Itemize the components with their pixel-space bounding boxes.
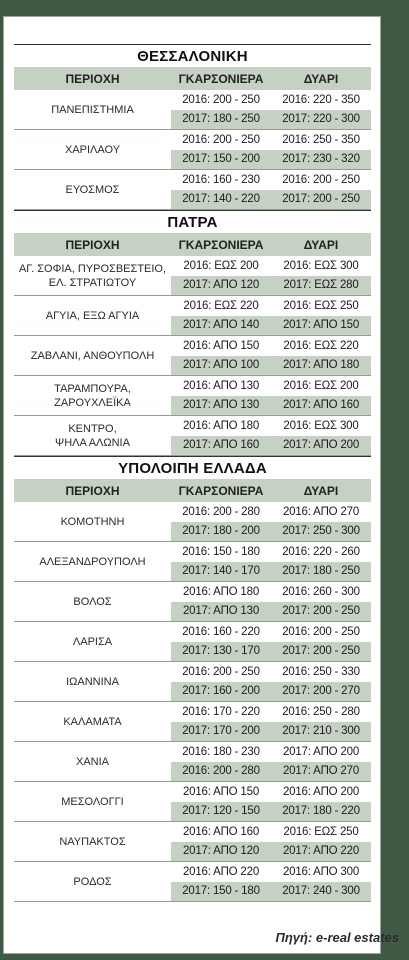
values-2016 xyxy=(171,862,371,882)
two-room-2017: 2017: ΕΩΣ 280 xyxy=(283,279,359,292)
table-row xyxy=(14,582,371,622)
studio-2016: 2016: ΑΠΟ 160 xyxy=(182,825,260,838)
column-header-row xyxy=(14,479,371,502)
two-room-2016: 2016: ΕΩΣ 300 xyxy=(283,259,359,272)
two-room-2016: 2016: 250 - 280 xyxy=(282,705,360,718)
studio-2016: 2016: ΑΠΟ 130 xyxy=(182,379,260,392)
two-room-2016: 2017: ΑΠΟ 200 xyxy=(282,745,360,758)
two-room-2016: 2016: 200 - 250 xyxy=(282,625,360,638)
values-2016 xyxy=(171,782,371,802)
values-2016 xyxy=(171,702,371,722)
table-row xyxy=(14,376,371,416)
two-room-2017: 2017: ΑΠΟ 160 xyxy=(282,399,360,412)
two-room-2017: 2017: 180 - 220 xyxy=(282,805,360,818)
section-thessaloniki xyxy=(14,44,371,210)
values-2017 xyxy=(171,276,371,296)
values-2017 xyxy=(171,522,371,542)
table-row xyxy=(14,90,371,130)
rent-table xyxy=(14,44,371,902)
two-room-2017: 2017: ΑΠΟ 200 xyxy=(282,439,360,452)
values-2016 xyxy=(171,170,371,190)
column-header-two-room: ΔΥΑΡΙ xyxy=(303,237,339,252)
values-2016 xyxy=(171,416,371,436)
studio-2017: 2017: ΑΠΟ 120 xyxy=(182,845,260,858)
studio-2017: 2017: 160 - 200 xyxy=(182,685,260,698)
values-2016 xyxy=(171,336,371,356)
two-room-2017: 2017: ΑΠΟ 220 xyxy=(282,845,360,858)
column-header-studio: ΓΚΑΡΣΟΝΙΕΡΑ xyxy=(178,237,264,252)
two-room-2016: 2016: 220 - 260 xyxy=(282,545,360,558)
table-row xyxy=(14,336,371,376)
table-row xyxy=(14,702,371,742)
region-name: ΑΓΥΙΑ, ΕΞΩ ΑΓΥΙΑ xyxy=(45,309,140,322)
section-rest-of-greece xyxy=(14,456,371,902)
region-name: ΒΟΛΟΣ xyxy=(73,595,112,608)
values-2016 xyxy=(171,502,371,522)
values-2016 xyxy=(171,742,371,762)
values-2017 xyxy=(171,356,371,376)
two-room-2017: 2017: 250 - 300 xyxy=(282,525,360,538)
column-header-row xyxy=(14,233,371,256)
two-room-2016: 2016: 250 - 330 xyxy=(282,665,360,678)
table-row xyxy=(14,622,371,662)
section-patra xyxy=(14,210,371,456)
studio-2016: 2016: ΑΠΟ 150 xyxy=(182,785,260,798)
column-header-two-room: ΔΥΑΡΙ xyxy=(303,71,339,86)
table-row xyxy=(14,296,371,336)
column-header-studio: ΓΚΑΡΣΟΝΙΕΡΑ xyxy=(178,71,264,86)
values-2017 xyxy=(171,562,371,582)
region-name: ΝΑΥΠΑΚΤΟΣ xyxy=(59,835,126,848)
column-header-region: ΠΕΡΙΟΧΗ xyxy=(65,483,120,498)
values-2017 xyxy=(171,842,371,862)
studio-2017: 2016: 200 - 280 xyxy=(182,765,260,778)
values-2016 xyxy=(171,376,371,396)
studio-2017: 2017: ΑΠΟ 120 xyxy=(182,279,260,292)
two-room-2016: 2016: 200 - 250 xyxy=(282,173,360,186)
table-row xyxy=(14,256,371,296)
two-room-2017: 2017: 200 - 270 xyxy=(282,685,360,698)
table-row xyxy=(14,416,371,456)
values-2016 xyxy=(171,90,371,110)
studio-2016: 2016: ΑΠΟ 220 xyxy=(182,865,260,878)
region-name: ΡΟΔΟΣ xyxy=(73,875,112,888)
table-row xyxy=(14,742,371,782)
table-row xyxy=(14,662,371,702)
studio-2017: 2017: 180 - 250 xyxy=(182,113,260,126)
studio-2017: 2017: ΑΠΟ 130 xyxy=(182,605,260,618)
studio-2017: 2017: 120 - 150 xyxy=(182,805,260,818)
values-2017 xyxy=(171,722,371,742)
two-room-2017: 2017: 180 - 250 xyxy=(282,565,360,578)
studio-2016: 2016: 200 - 250 xyxy=(182,133,260,146)
studio-2016: 2016: 180 - 230 xyxy=(182,745,260,758)
values-2017 xyxy=(171,316,371,336)
studio-2017: 2017: 150 - 200 xyxy=(182,153,260,166)
studio-2016: 2016: 200 - 250 xyxy=(182,665,260,678)
studio-2016: 2016: 160 - 230 xyxy=(182,173,260,186)
values-2017 xyxy=(171,396,371,416)
studio-2016: 2016: 160 - 220 xyxy=(182,625,260,638)
region-name: ΖΑΒΛΑΝΙ, ΑΝΘΟΥΠΟΛΗ xyxy=(30,349,155,362)
table-row xyxy=(14,782,371,822)
region-name: ΛΑΡΙΣΑ xyxy=(72,635,113,648)
two-room-2017: 2017: 220 - 300 xyxy=(282,113,360,126)
values-2016 xyxy=(171,622,371,642)
values-2017 xyxy=(171,602,371,622)
two-room-2017: 2017: ΑΠΟ 180 xyxy=(282,359,360,372)
studio-2016: 2016: 150 - 180 xyxy=(182,545,260,558)
two-room-2017: 2017: 200 - 250 xyxy=(282,193,360,206)
studio-2016: 2016: ΑΠΟ 180 xyxy=(182,585,260,598)
region-name: ΚΕΝΤΡΟ, ΨΗΛΑ ΑΛΩΝΙΑ xyxy=(55,422,130,449)
two-room-2016: 2016: 250 - 350 xyxy=(282,133,360,146)
two-room-2017: 2017: ΑΠΟ 150 xyxy=(282,319,360,332)
two-room-2016: 2016: ΑΠΟ 200 xyxy=(282,785,360,798)
studio-2016: 2016: ΑΠΟ 150 xyxy=(182,339,260,352)
studio-2017: 2017: 130 - 170 xyxy=(182,645,260,658)
studio-2017: 2017: ΑΠΟ 100 xyxy=(182,359,260,372)
two-room-2016: 2016: 220 - 350 xyxy=(282,93,360,106)
region-name: ΠΑΝΕΠΙΣΤΗΜΙΑ xyxy=(51,103,134,116)
column-header-region: ΠΕΡΙΟΧΗ xyxy=(65,237,120,252)
studio-2017: 2017: 170 - 200 xyxy=(182,725,260,738)
region-name: ΑΛΕΞΑΝΔΡΟΥΠΟΛΗ xyxy=(39,555,146,568)
two-room-2017: 2017: 200 - 250 xyxy=(282,605,360,618)
table-row xyxy=(14,130,371,170)
studio-2017: 2017: 140 - 220 xyxy=(182,193,260,206)
studio-2016: 2016: ΑΠΟ 180 xyxy=(182,419,260,432)
two-room-2017: 2017: 240 - 300 xyxy=(282,885,360,898)
values-2017 xyxy=(171,682,371,702)
region-name: ΕΥΟΣΜΟΣ xyxy=(65,183,120,196)
values-2016 xyxy=(171,822,371,842)
values-2017 xyxy=(171,150,371,170)
source-credit: Πηγή: e-real estates xyxy=(275,930,399,945)
column-header-studio: ΓΚΑΡΣΟΝΙΕΡΑ xyxy=(178,483,264,498)
two-room-2016: 2016: ΕΩΣ 220 xyxy=(283,339,359,352)
two-room-2016: 2016: ΕΩΣ 250 xyxy=(283,825,359,838)
values-2017 xyxy=(171,190,371,210)
table-row xyxy=(14,170,371,210)
region-name: ΚΑΛΑΜΑΤΑ xyxy=(63,715,122,728)
values-2017 xyxy=(171,436,371,456)
studio-2017: 2017: 140 - 170 xyxy=(182,565,260,578)
section-title: ΠΑΤΡΑ xyxy=(14,210,371,233)
values-2016 xyxy=(171,542,371,562)
two-room-2016: 2016: ΑΠΟ 270 xyxy=(282,505,360,518)
values-2017 xyxy=(171,882,371,902)
studio-2016: 2016: 200 - 250 xyxy=(182,93,260,106)
studio-2017: 2017: ΑΠΟ 140 xyxy=(182,319,260,332)
two-room-2017: 2017: ΑΠΟ 270 xyxy=(282,765,360,778)
section-title: ΘΕΣΣΑΛΟΝΙΚΗ xyxy=(14,44,371,67)
column-header-region: ΠΕΡΙΟΧΗ xyxy=(65,71,120,86)
two-room-2016: 2016: ΕΩΣ 250 xyxy=(283,299,359,312)
section-title: ΥΠΟΛΟΙΠΗ ΕΛΛΑΔΑ xyxy=(14,456,371,479)
two-room-2016: 2016: ΕΩΣ 300 xyxy=(283,419,359,432)
table-row xyxy=(14,822,371,862)
values-2017 xyxy=(171,110,371,130)
two-room-2016: 2016: 260 - 300 xyxy=(282,585,360,598)
region-name: ΙΩΑΝΝΙΝΑ xyxy=(66,675,119,688)
studio-2016: 2016: 170 - 220 xyxy=(182,705,260,718)
studio-2017: 2017: ΑΠΟ 130 xyxy=(182,399,260,412)
values-2016 xyxy=(171,296,371,316)
region-name: ΚΟΜΟΤΗΝΗ xyxy=(60,515,125,528)
table-row xyxy=(14,502,371,542)
values-2016 xyxy=(171,130,371,150)
region-name: ΧΑΡΙΛΑΟΥ xyxy=(64,143,121,156)
region-name: ΧΑΝΙΑ xyxy=(75,755,109,768)
two-room-2017: 2017: 210 - 300 xyxy=(282,725,360,738)
table-row xyxy=(14,862,371,902)
studio-2017: 2017: 180 - 200 xyxy=(182,525,260,538)
two-room-2016: 2016: ΕΩΣ 200 xyxy=(283,379,359,392)
column-header-row xyxy=(14,67,371,90)
values-2016 xyxy=(171,256,371,276)
region-name: ΤΑΡΑΜΠΟΥΡΑ, ΖΑΡΟΥΧΛΕΪΚΑ xyxy=(54,382,131,409)
table-row xyxy=(14,542,371,582)
studio-2016: 2016: ΕΩΣ 200 xyxy=(183,259,259,272)
region-name: ΑΓ. ΣΟΦΙΑ, ΠΥΡΟΣΒΕΣΤΕΙΟ, ΕΛ. ΣΤΡΑΤΙΩΤΟΥ xyxy=(18,262,167,289)
two-room-2017: 2017: 200 - 250 xyxy=(282,645,360,658)
values-2016 xyxy=(171,662,371,682)
values-2017 xyxy=(171,762,371,782)
studio-2016: 2016: ΕΩΣ 220 xyxy=(183,299,259,312)
values-2016 xyxy=(171,582,371,602)
region-name: ΜΕΣΟΛΟΓΓΙ xyxy=(61,795,124,808)
two-room-2016: 2016: ΑΠΟ 300 xyxy=(282,865,360,878)
two-room-2017: 2017: 230 - 320 xyxy=(282,153,360,166)
studio-2017: 2017: ΑΠΟ 160 xyxy=(182,439,260,452)
column-header-two-room: ΔΥΑΡΙ xyxy=(303,483,339,498)
values-2017 xyxy=(171,802,371,822)
studio-2016: 2016: 200 - 280 xyxy=(182,505,260,518)
values-2017 xyxy=(171,642,371,662)
studio-2017: 2017: 150 - 180 xyxy=(182,885,260,898)
